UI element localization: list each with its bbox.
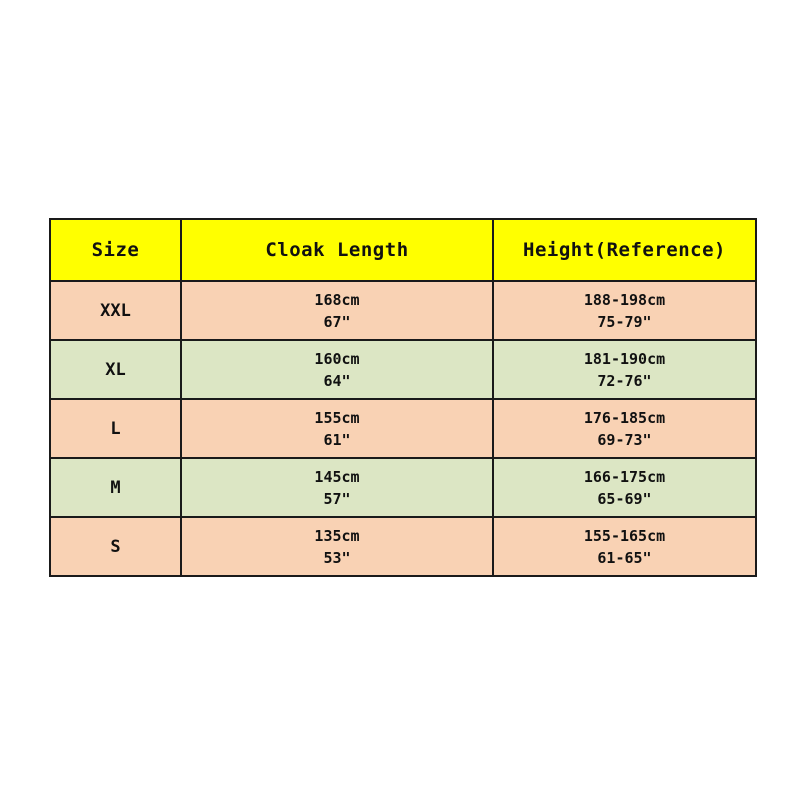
table-row bbox=[50, 340, 756, 399]
header-row bbox=[50, 219, 756, 281]
height-in: 75-79" bbox=[597, 312, 652, 331]
header-size: Size bbox=[50, 219, 181, 281]
size-cell: XXL bbox=[50, 281, 181, 340]
table-row bbox=[50, 281, 756, 340]
header-cloak-length: Cloak Length bbox=[181, 219, 493, 281]
height-in: 65-69" bbox=[597, 489, 652, 508]
length-in: 64" bbox=[323, 371, 351, 390]
length-cm: 145cm bbox=[314, 467, 360, 486]
length-in: 67" bbox=[323, 312, 351, 331]
cloak-length-cell bbox=[181, 281, 493, 340]
size-chart-table bbox=[49, 218, 757, 577]
height-cell bbox=[493, 458, 756, 517]
cloak-length-cell bbox=[181, 399, 493, 458]
table-row bbox=[50, 458, 756, 517]
table-row bbox=[50, 399, 756, 458]
height-cm: 188-198cm bbox=[583, 290, 666, 309]
cloak-length-cell bbox=[181, 458, 493, 517]
cloak-length-cell bbox=[181, 517, 493, 576]
length-in: 53" bbox=[323, 548, 351, 567]
length-cm: 155cm bbox=[314, 408, 360, 427]
length-cm: 160cm bbox=[314, 349, 360, 368]
size-cell: L bbox=[50, 399, 181, 458]
cloak-length-cell bbox=[181, 340, 493, 399]
header-height: Height(Reference) bbox=[493, 219, 756, 281]
table-row bbox=[50, 517, 756, 576]
height-cell bbox=[493, 340, 756, 399]
height-in: 61-65" bbox=[597, 548, 652, 567]
height-cm: 181-190cm bbox=[583, 349, 666, 368]
height-cm: 176-185cm bbox=[583, 408, 666, 427]
size-cell: S bbox=[50, 517, 181, 576]
height-in: 72-76" bbox=[597, 371, 652, 390]
height-cm: 166-175cm bbox=[583, 467, 666, 486]
length-in: 57" bbox=[323, 489, 351, 508]
length-in: 61" bbox=[323, 430, 351, 449]
size-cell: M bbox=[50, 458, 181, 517]
height-cell bbox=[493, 399, 756, 458]
height-cell bbox=[493, 517, 756, 576]
size-cell: XL bbox=[50, 340, 181, 399]
length-cm: 135cm bbox=[314, 526, 360, 545]
length-cm: 168cm bbox=[314, 290, 360, 309]
height-cell bbox=[493, 281, 756, 340]
height-cm: 155-165cm bbox=[583, 526, 666, 545]
height-in: 69-73" bbox=[597, 430, 652, 449]
